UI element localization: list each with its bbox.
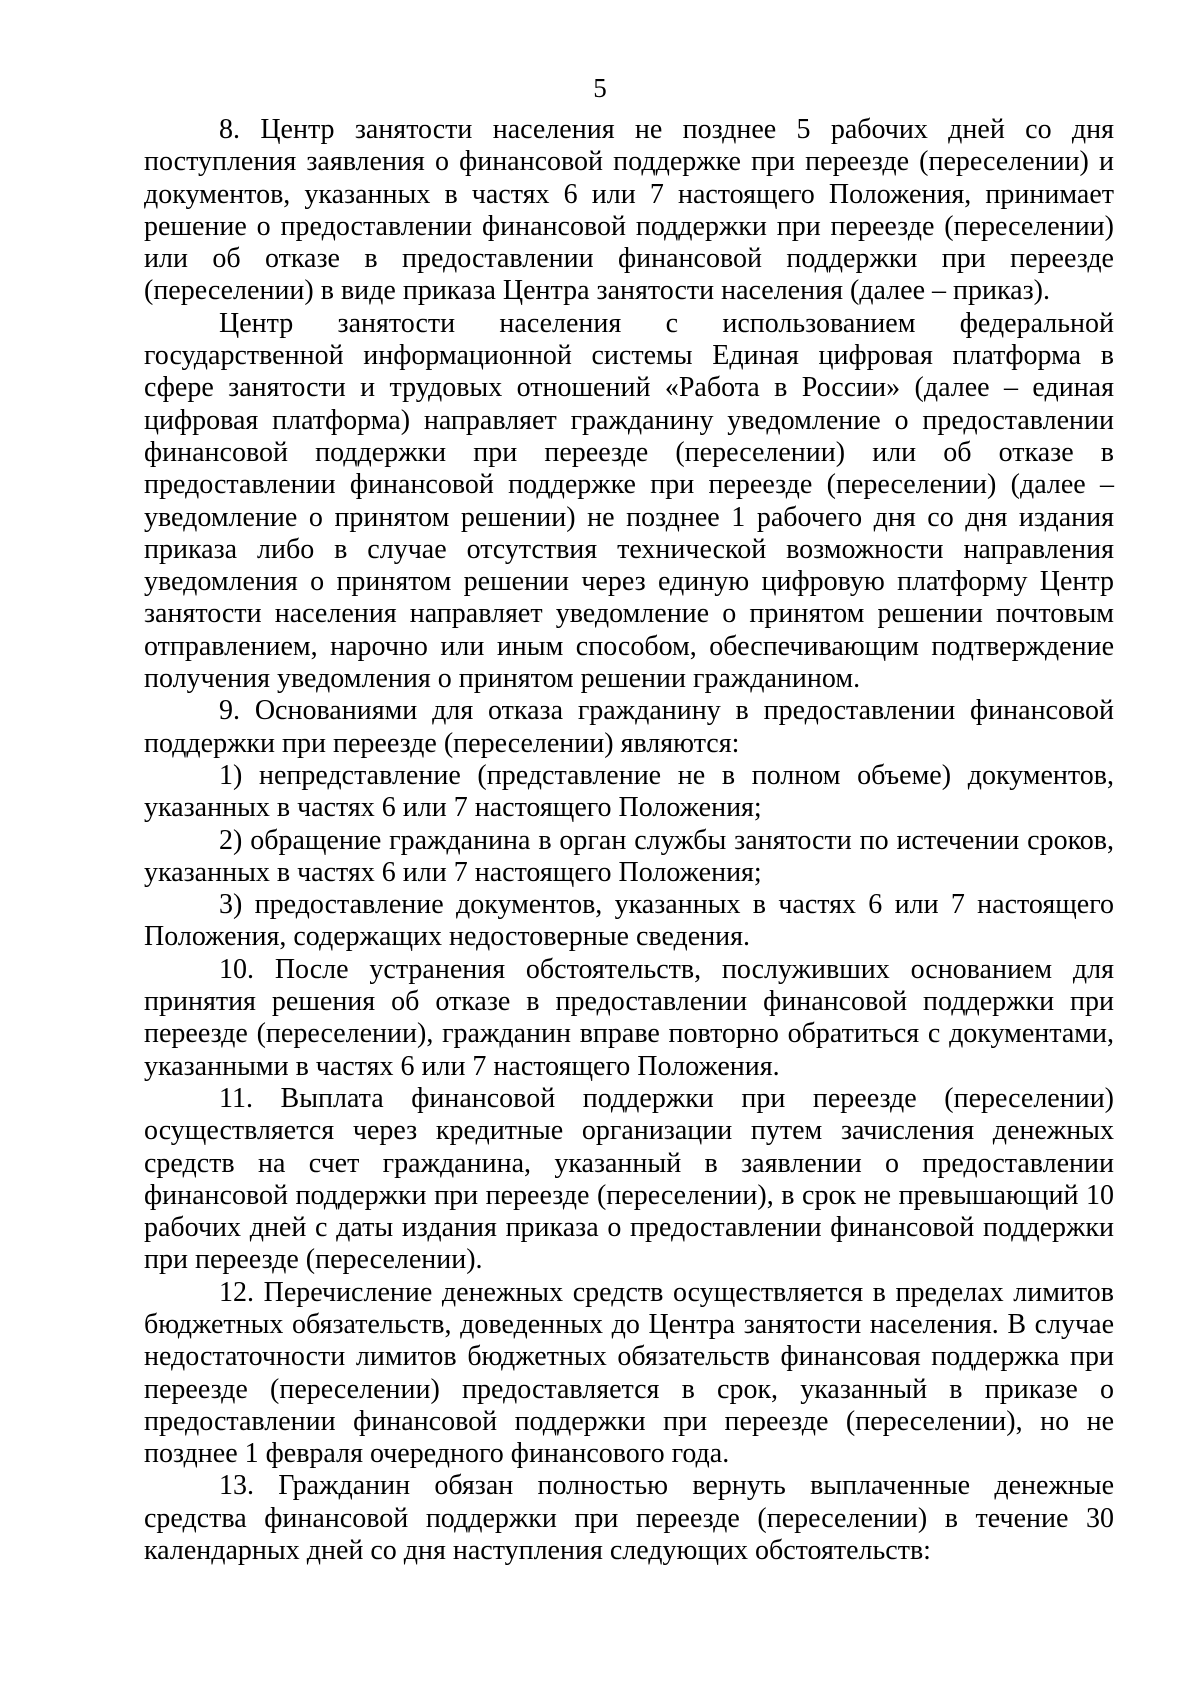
paragraph-13: 13. Гражданин обязан полностью вернуть выплаченные денежные средства финансовой поддержки при переезде (переселении) в течение 30 календарных дней со дня наступления следующих обстоятельств: bbox=[144, 1470, 1114, 1567]
paragraph-9-item-2: 2) обращение гражданина в орган службы занятости по истечении сроков, указанных в частях 6 или 7 настоящего Положения; bbox=[144, 824, 1114, 888]
paragraph-notification: Центр занятости населения с использованием федеральной государственной информационной системы Единая цифровая платформа в сфере занятости и трудовых отношений «Работа в России» (далее – единая цифровая платформа) направляет гражданину уведомление о предоставлении финансовой поддержки при переезде (переселении) или об отказе в предоставлении финансовой поддержке при переезде (переселении) (далее – уведомление о принятом решении) не позднее 1 рабочего дня со дня издания приказа либо в случае отсутствия технической возможности направления уведомления о принятом решении через единую цифровую платформу Центр занятости населения направляет уведомление о принятом решении почтовым отправлением, нарочно или иным способом, обеспечивающим подтверждение получения уведомления о принятом решении гражданином. bbox=[144, 307, 1114, 695]
page-number: 5 bbox=[593, 73, 607, 103]
paragraph-12: 12. Перечисление денежных средств осуществляется в пределах лимитов бюджетных обязательств, доведенных до Центра занятости населения. В случае недостаточности лимитов бюджетных обязательств финансовая поддержка при переезде (переселении) предоставляется в срок, указанный в приказе о предоставлении финансовой поддержки при переезде (переселении), но не позднее 1 февраля очередного финансового года. bbox=[144, 1276, 1114, 1470]
paragraph-9: 9. Основаниями для отказа гражданину в предоставлении финансовой поддержки при переезде (переселении) являются: bbox=[144, 695, 1114, 759]
paragraph-9-item-3: 3) предоставление документов, указанных в частях 6 или 7 настоящего Положения, содержащих недостоверные сведения. bbox=[144, 889, 1114, 953]
paragraph-10: 10. После устранения обстоятельств, послуживших основанием для принятия решения об отказе в предоставлении финансовой поддержки при переезде (переселении), гражданин вправе повторно обратиться с документами, указанными в частях 6 или 7 настоящего Положения. bbox=[144, 953, 1114, 1082]
paragraph-9-item-1: 1) непредставление (представление не в полном объеме) документов, указанных в частях 6 или 7 настоящего Положения; bbox=[144, 759, 1114, 824]
paragraph-11: 11. Выплата финансовой поддержки при переезде (переселении) осуществляется через кредитные организации путем зачисления денежных средств на счет гражданина, указанный в заявлении о предоставлении финансовой поддержки при переезде (переселении), в срок не превышающий 10 рабочих дней с даты издания приказа о предоставлении финансовой поддержки при переезде (переселении). bbox=[144, 1082, 1114, 1276]
paragraph-8: 8. Центр занятости населения не позднее 5 рабочих дней со дня поступления заявления о финансовой поддержке при переезде (переселении) и документов, указанных в частях 6 или 7 настоящего Положения, принимает решение о предоставлении финансовой поддержки при переезде (переселении) или об отказе в предоставлении финансовой поддержки при переезде (переселении) в виде приказа Центра занятости населения (далее – приказ). bbox=[144, 114, 1114, 307]
document-body bbox=[144, 114, 1114, 1567]
